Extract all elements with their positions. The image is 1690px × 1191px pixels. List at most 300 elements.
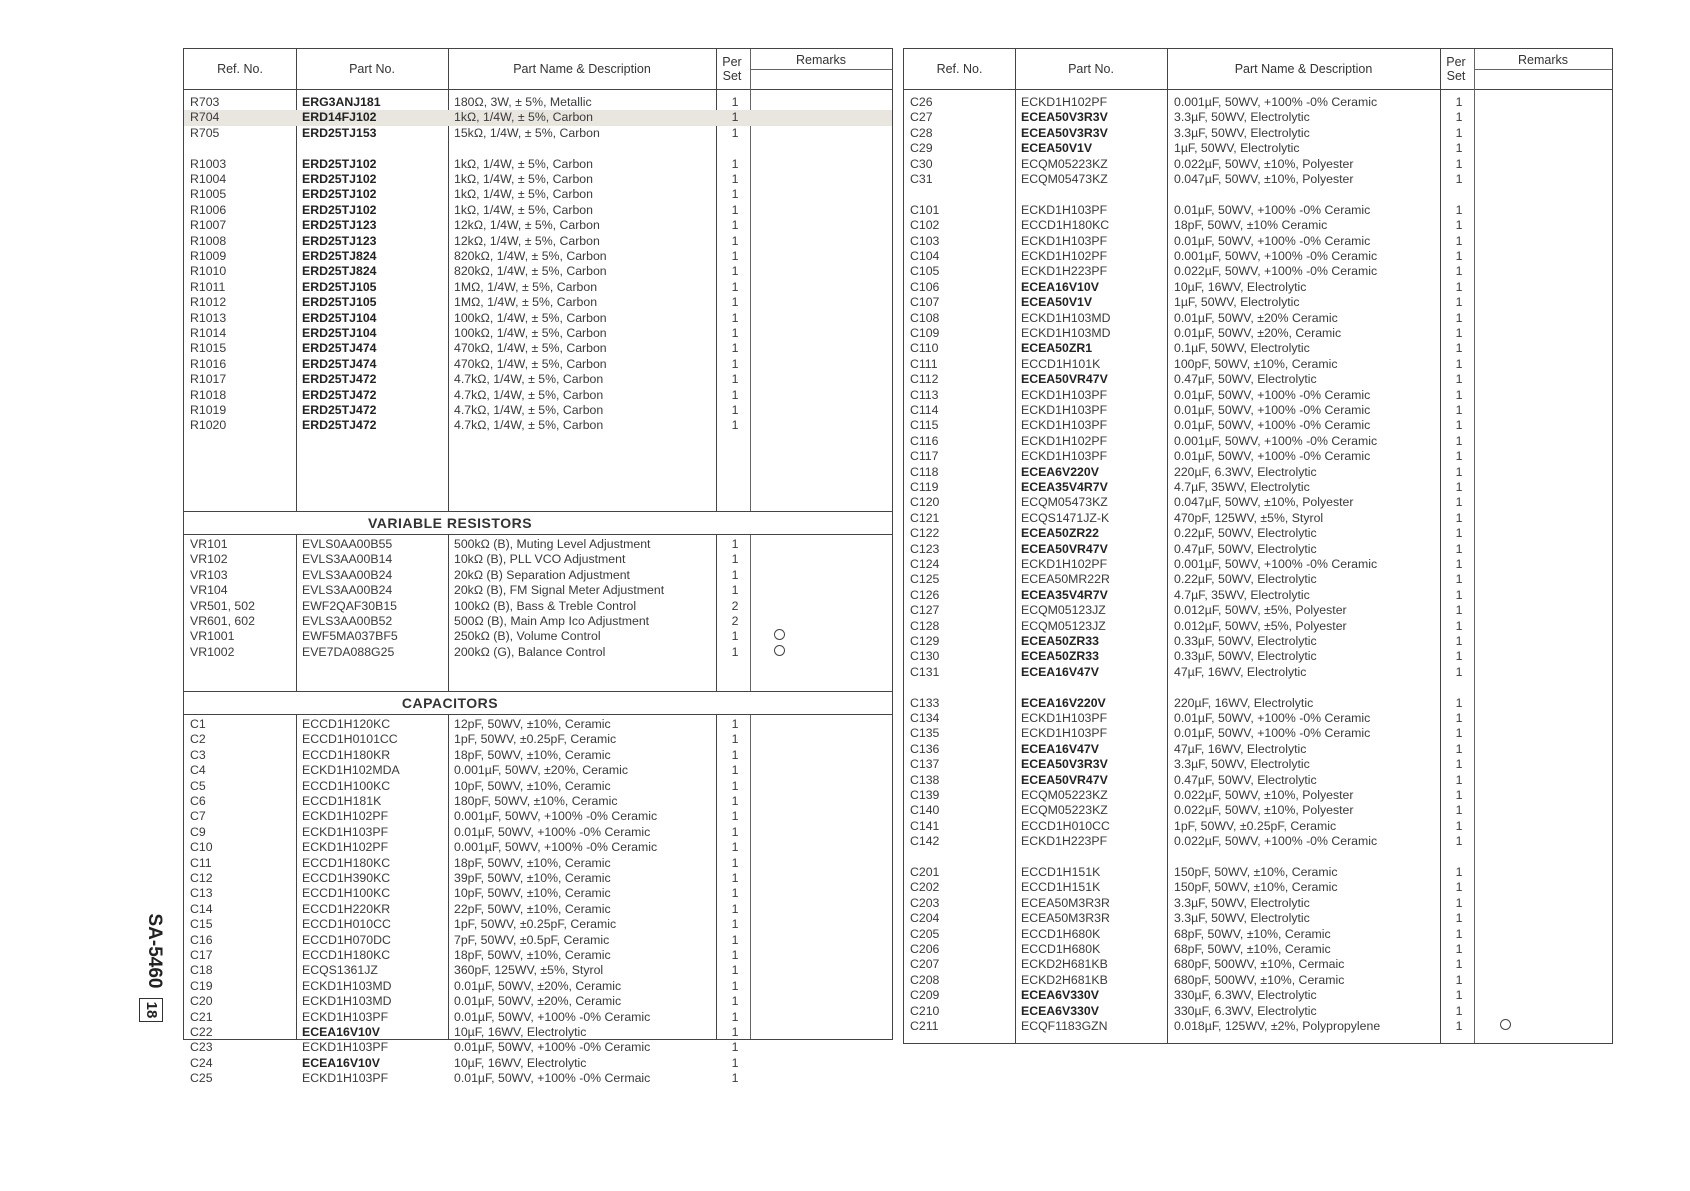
ref-no: C134 — [910, 711, 940, 725]
part-no: EWF5MA037BF5 — [302, 629, 398, 644]
per-set: 1 — [731, 187, 739, 202]
part-description: 0.022µF, 50WV, +100% -0% Ceramic — [1174, 834, 1378, 849]
table-row — [184, 341, 892, 357]
part-no: ECKD1H103PF — [1021, 387, 1108, 402]
table-row — [904, 264, 1612, 280]
part-description: 4.7kΩ, 1/4W, ± 5%, Carbon — [454, 372, 604, 387]
part-no: ERD25TJ153 — [302, 125, 377, 140]
table-row — [184, 629, 892, 645]
part-description: 0.012µF, 50WV, ±5%, Polyester — [1174, 618, 1347, 633]
per-set: 1 — [731, 717, 739, 731]
part-description: 0.01µF, 50WV, +100% -0% Ceramic — [1174, 202, 1371, 217]
part-no: ECKD1H103PF — [1021, 418, 1108, 433]
part-description: 0.01µF, 50WV, ±20%, Ceramic — [1174, 326, 1342, 340]
part-description: 100kΩ, 1/4W, ± 5%, Carbon — [454, 326, 607, 340]
ref-no: C205 — [910, 926, 940, 941]
part-no: ECEA6V220V — [1021, 464, 1099, 479]
part-no: ECEA50ZR33 — [1021, 649, 1099, 664]
ref-no: C203 — [910, 895, 940, 910]
part-description: 180pF, 50WV, ±10%, Ceramic — [454, 794, 618, 808]
per-set: 1 — [1455, 495, 1463, 510]
part-description: 47µF, 16WV, Electrolytic — [1174, 741, 1307, 756]
per-set: 1 — [731, 218, 739, 233]
part-description: 4.7µF, 35WV, Electrolytic — [1174, 587, 1310, 602]
part-description: 0.22µF, 50WV, Electrolytic — [1174, 526, 1317, 541]
ref-no: R1019 — [190, 403, 227, 417]
table-row — [184, 311, 892, 327]
table-row — [904, 141, 1612, 157]
ref-no: C113 — [910, 387, 939, 402]
table-row — [184, 110, 892, 126]
circle-icon — [774, 629, 785, 640]
header-desc: Part Name & Description — [513, 62, 651, 76]
table-row — [184, 979, 892, 995]
part-no: ECCD1H100KC — [302, 778, 391, 793]
per-set: 1 — [731, 948, 739, 962]
part-no: ECKD1H223PF — [1021, 834, 1108, 849]
part-description: 0.001µF, 50WV, +100% -0% Ceramic — [454, 809, 658, 824]
ref-no: C112 — [910, 372, 939, 387]
part-description: 0.018µF, 125WV, ±2%, Polypropylene — [1174, 1019, 1381, 1033]
part-description: 0.01µF, 50WV, +100% -0% Ceramic — [1174, 403, 1371, 417]
per-set: 1 — [1455, 618, 1463, 633]
ref-no: C111 — [910, 356, 938, 371]
per-set: 1 — [1455, 449, 1463, 464]
part-no: ECQS1361JZ — [302, 963, 378, 978]
ref-no: C204 — [910, 911, 940, 926]
ref-no: C110 — [910, 341, 939, 356]
part-description: 0.001µF, 50WV, +100% -0% Ceramic — [454, 840, 658, 855]
remark-circle-icon — [1500, 1019, 1511, 1035]
part-no: ECCD1H0101CC — [302, 732, 398, 747]
ref-no: R1003 — [190, 156, 227, 171]
part-no: ECCD1H101K — [1021, 356, 1101, 371]
part-no: ECEA50M3R3R — [1021, 895, 1110, 910]
part-no: ECEA6V330V — [1021, 988, 1099, 1003]
ref-no: C2 — [190, 732, 206, 747]
ref-no: R1006 — [190, 202, 227, 217]
per-set: 1 — [1455, 310, 1463, 325]
ref-no: C1 — [190, 717, 206, 731]
part-no: ECKD1H102PF — [1021, 433, 1108, 448]
ref-no: VR601, 602 — [190, 614, 255, 628]
ref-no: C12 — [190, 871, 213, 885]
part-no: ECCD1H180KC — [302, 855, 391, 870]
per-set: 1 — [1455, 110, 1463, 125]
table-row — [184, 372, 892, 388]
table-row — [184, 249, 892, 265]
table-row — [184, 599, 892, 615]
per-set: 1 — [731, 994, 739, 1009]
part-no: ECKD1H103PF — [302, 1009, 389, 1024]
per-set: 1 — [1455, 972, 1463, 987]
per-set: 1 — [1455, 741, 1463, 756]
part-description: 10pF, 50WV, ±10%, Ceramic — [454, 886, 611, 901]
table-row — [184, 994, 892, 1010]
part-description: 0.01µF, 50WV, ±20%, Ceramic — [454, 978, 622, 993]
ref-no: C23 — [190, 1040, 213, 1055]
part-no: ERD25TJ105 — [302, 295, 377, 310]
part-description: 7pF, 50WV, ±0.5pF, Ceramic — [454, 932, 610, 947]
table-row — [904, 280, 1612, 296]
ref-no: R1014 — [190, 326, 227, 340]
part-description: 39pF, 50WV, ±10%, Ceramic — [454, 871, 611, 885]
per-set: 1 — [1455, 895, 1463, 910]
per-set: 1 — [1455, 649, 1463, 664]
part-description: 3.3µF, 50WV, Electrolytic — [1174, 125, 1310, 140]
table-row — [184, 187, 892, 203]
part-description: 0.01µF, 50WV, +100% -0% Ceramic — [454, 1040, 651, 1055]
ref-no: C142 — [910, 834, 940, 849]
part-no: ECQM05473KZ — [1021, 495, 1108, 510]
remarks-rule — [750, 69, 892, 70]
part-no: ECCD1H390KC — [302, 871, 391, 885]
part-no: ECCD1H070DC — [302, 932, 391, 947]
part-no: ECQM05223KZ — [1021, 156, 1108, 171]
part-no: ECKD1H103PF — [1021, 711, 1108, 725]
part-description: 18pF, 50WV, ±10%, Ceramic — [454, 747, 611, 762]
ref-no: C19 — [190, 978, 213, 993]
per-set: 1 — [731, 95, 739, 109]
part-no: ECCD1H220KR — [302, 901, 391, 916]
part-description: 68pF, 50WV, ±10%, Ceramic — [1174, 926, 1331, 941]
part-description: 470kΩ, 1/4W, ± 5%, Carbon — [454, 341, 607, 356]
per-set: 1 — [1455, 510, 1463, 525]
part-no: ECKD1H102PF — [302, 840, 389, 855]
part-no: ECKD1H103MD — [1021, 310, 1111, 325]
per-set: 1 — [731, 629, 739, 644]
ref-no: R1009 — [190, 249, 227, 263]
ref-no: C25 — [190, 1071, 213, 1086]
part-description: 18pF, 50WV, ±10% Ceramic — [1174, 218, 1328, 233]
per-set: 1 — [1455, 634, 1463, 648]
per-set: 1 — [1455, 218, 1463, 233]
table-row — [904, 172, 1612, 188]
table-row — [904, 295, 1612, 311]
table-row — [184, 614, 892, 630]
per-set: 1 — [731, 855, 739, 870]
ref-no: C20 — [190, 994, 213, 1009]
part-no: ECCD1H180KC — [1021, 218, 1110, 233]
header-remarks: Remarks — [1517, 53, 1568, 67]
part-description: 1kΩ, 1/4W, ± 5%, Carbon — [454, 187, 593, 202]
part-description: 0.1µF, 50WV, Electrolytic — [1174, 341, 1310, 356]
ref-no: C123 — [910, 541, 940, 556]
part-no: ECKD1H102PF — [1021, 557, 1108, 571]
per-set: 1 — [731, 871, 739, 885]
header-part: Part No. — [1068, 62, 1114, 76]
ref-no: C211 — [910, 1019, 939, 1033]
ref-no: VR104 — [190, 583, 228, 598]
part-no: ERD25TJ102 — [302, 187, 377, 202]
part-description: 0.01µF, 50WV, +100% -0% Ceramic — [454, 1009, 651, 1024]
part-description: 0.01µF, 50WV, +100% -0% Ceramic — [454, 824, 651, 839]
part-description: 150pF, 50WV, ±10%, Ceramic — [1174, 865, 1338, 879]
part-no: ERD25TJ102 — [302, 156, 377, 171]
part-no: ECEA50ZR22 — [1021, 526, 1099, 541]
part-no: ECCD1H680K — [1021, 942, 1101, 956]
part-description: 820kΩ, 1/4W, ± 5%, Carbon — [454, 264, 607, 279]
per-set: 1 — [1455, 957, 1463, 972]
per-set: 1 — [1455, 295, 1463, 310]
ref-no: C118 — [910, 464, 939, 479]
per-set: 1 — [731, 403, 739, 417]
per-set: 1 — [731, 310, 739, 325]
per-set: 1 — [1455, 1003, 1463, 1018]
part-no: ECKD1H102MDA — [302, 763, 400, 778]
table-row — [904, 757, 1612, 773]
part-description: 220µF, 16WV, Electrolytic — [1174, 695, 1314, 710]
per-set: 1 — [731, 537, 739, 551]
per-set: 1 — [1455, 572, 1463, 587]
table-row — [904, 588, 1612, 604]
part-description: 150pF, 50WV, ±10%, Ceramic — [1174, 880, 1338, 895]
per-set: 1 — [731, 809, 739, 824]
part-description: 4.7kΩ, 1/4W, ± 5%, Carbon — [454, 387, 604, 402]
part-no: EVLS0AA00B55 — [302, 537, 393, 551]
part-description: 200kΩ (G), Balance Control — [454, 644, 606, 659]
ref-no: C105 — [910, 264, 940, 279]
ref-no: C136 — [910, 741, 940, 756]
table-row — [904, 341, 1612, 357]
part-no: ECKD1H103PF — [302, 1040, 389, 1055]
table-row — [904, 649, 1612, 665]
part-no: ERD25TJ824 — [302, 249, 377, 263]
part-no: ECKD1H102PF — [1021, 95, 1108, 109]
header-remarks: Remarks — [795, 53, 846, 67]
part-description: 500kΩ (B), Muting Level Adjustment — [454, 537, 651, 551]
ref-no: C120 — [910, 495, 940, 510]
ref-no: C114 — [910, 403, 939, 417]
per-set: 1 — [1455, 403, 1463, 417]
table-row — [904, 834, 1612, 850]
part-no: ECEA16V47V — [1021, 664, 1099, 679]
part-no: ECKD1H103MD — [302, 978, 392, 993]
ref-no: C202 — [910, 880, 940, 895]
part-description: 220µF, 6.3WV, Electrolytic — [1174, 464, 1317, 479]
table-row — [184, 418, 892, 434]
part-no: ECKD1H103PF — [302, 1071, 389, 1086]
ref-no: C121 — [910, 510, 940, 525]
per-set: 1 — [731, 917, 739, 932]
table-row — [184, 748, 892, 764]
part-no: ECCD1H151K — [1021, 865, 1101, 879]
circle-icon — [774, 645, 785, 656]
part-no: EVLS3AA00B24 — [302, 567, 393, 582]
table-row — [904, 495, 1612, 511]
part-description: 0.47µF, 50WV, Electrolytic — [1174, 372, 1317, 387]
part-description: 4.7kΩ, 1/4W, ± 5%, Carbon — [454, 418, 604, 433]
part-description: 10kΩ (B), PLL VCO Adjustment — [454, 552, 626, 567]
part-description: 0.047µF, 50WV, ±10%, Polyester — [1174, 172, 1354, 186]
table-row — [184, 403, 892, 419]
table-row — [904, 896, 1612, 912]
part-no: ECEA16V10V — [1021, 279, 1099, 294]
part-description: 0.01µF, 50WV, +100% -0% Ceramic — [1174, 726, 1371, 741]
part-description: 10µF, 16WV, Electrolytic — [454, 1025, 587, 1039]
table-row — [184, 357, 892, 373]
per-set: 1 — [1455, 464, 1463, 479]
per-set: 1 — [731, 202, 739, 217]
ref-no: C128 — [910, 618, 940, 633]
part-description: 20kΩ (B), FM Signal Meter Adjustment — [454, 583, 665, 598]
ref-no: C31 — [910, 172, 933, 186]
ref-no: R1004 — [190, 172, 227, 186]
part-no: ECCD1H181K — [302, 794, 382, 808]
part-no: ECEA50VR47V — [1021, 541, 1108, 556]
circle-icon — [1500, 1019, 1511, 1030]
part-no: ECKD1H103PF — [1021, 403, 1108, 417]
per-set: 1 — [1455, 557, 1463, 571]
table-row — [904, 927, 1612, 943]
remarks-rule — [1474, 69, 1612, 70]
ref-no: C103 — [910, 233, 940, 248]
part-no: ERD25TJ104 — [302, 310, 377, 325]
part-description: 0.47µF, 50WV, Electrolytic — [1174, 772, 1317, 787]
ref-no: C4 — [190, 763, 206, 778]
part-description: 180Ω, 3W, ± 5%, Metallic — [454, 95, 592, 109]
per-set: 1 — [731, 233, 739, 248]
per-set: 1 — [1455, 711, 1463, 725]
table-row — [904, 988, 1612, 1004]
table-row — [904, 388, 1612, 404]
ref-no: C206 — [910, 942, 940, 956]
per-set: 1 — [731, 1025, 739, 1039]
part-no: ERD25TJ472 — [302, 418, 377, 433]
per-set: 1 — [1455, 788, 1463, 802]
per-set: 1 — [1455, 942, 1463, 956]
per-set: 1 — [731, 279, 739, 294]
part-no: ECQM05223KZ — [1021, 788, 1108, 802]
part-description: 0.33µF, 50WV, Electrolytic — [1174, 634, 1317, 648]
part-description: 0.012µF, 50WV, ±5%, Polyester — [1174, 603, 1347, 618]
part-no: ERD25TJ123 — [302, 218, 377, 233]
table-row — [184, 840, 892, 856]
per-set: 1 — [1455, 156, 1463, 171]
part-no: ECEA35V4R7V — [1021, 587, 1108, 602]
part-no: ECCD1H010CC — [1021, 818, 1110, 833]
per-set: 1 — [731, 644, 739, 659]
part-description: 0.01µF, 50WV, +100% -0% Ceramic — [1174, 711, 1371, 725]
part-no: ECEA50M3R3R — [1021, 911, 1110, 926]
table-row — [904, 942, 1612, 958]
table-row — [904, 880, 1612, 896]
part-description: 360pF, 125WV, ±5%, Styrol — [454, 963, 604, 978]
per-set: 1 — [1455, 433, 1463, 448]
per-set: 1 — [731, 125, 739, 140]
per-set: 1 — [731, 732, 739, 747]
ref-no: VR101 — [190, 537, 228, 551]
per-set: 1 — [731, 326, 739, 340]
ref-no: C18 — [190, 963, 213, 978]
ref-no: R1008 — [190, 233, 227, 248]
per-set: 1 — [1455, 141, 1463, 156]
header-ref: Ref. No. — [217, 62, 263, 76]
per-set: 1 — [731, 583, 739, 598]
part-no: EVLS3AA00B52 — [302, 614, 393, 628]
table-row — [184, 537, 892, 553]
ref-no: R1018 — [190, 387, 227, 402]
ref-no: C209 — [910, 988, 940, 1003]
part-no: ERD25TJ474 — [302, 341, 377, 356]
table-row — [904, 957, 1612, 973]
per-set: 1 — [731, 356, 739, 371]
table-row — [904, 357, 1612, 373]
part-no: ECEA50V1V — [1021, 141, 1093, 156]
ref-no: VR1002 — [190, 644, 235, 659]
part-no: ERD25TJ824 — [302, 264, 377, 279]
per-set: 1 — [731, 778, 739, 793]
ref-no: C102 — [910, 218, 940, 233]
part-description: 0.01µF, 50WV, ±20% Ceramic — [1174, 310, 1338, 325]
ref-no: C119 — [910, 480, 939, 494]
ref-no: C116 — [910, 433, 939, 448]
per-set: 1 — [1455, 772, 1463, 787]
part-no: ECCD1H100KC — [302, 886, 391, 901]
table-row — [904, 865, 1612, 881]
ref-no: R1007 — [190, 218, 227, 233]
parts-table-right — [903, 48, 1613, 1044]
part-no: ECEA50MR22R — [1021, 572, 1110, 587]
part-no: ECEA16V10V — [302, 1055, 380, 1070]
ref-no: R1017 — [190, 372, 227, 387]
part-description: 0.001µF, 50WV, +100% -0% Ceramic — [1174, 95, 1378, 109]
per-set: 1 — [1455, 418, 1463, 433]
part-description: 0.022µF, 50WV, ±10%, Polyester — [1174, 803, 1354, 818]
part-description: 100pF, 50WV, ±10%, Ceramic — [1174, 356, 1338, 371]
table-row — [904, 634, 1612, 650]
table-row — [184, 794, 892, 810]
part-no: ECCD1H151K — [1021, 880, 1101, 895]
per-set: 1 — [1455, 125, 1463, 140]
ref-no: C125 — [910, 572, 940, 587]
section-title: CAPACITORS — [401, 695, 499, 711]
ref-no: C27 — [910, 110, 933, 125]
part-description: 68pF, 50WV, ±10%, Ceramic — [1174, 942, 1331, 956]
part-description: 0.022µF, 50WV, ±10%, Polyester — [1174, 156, 1354, 171]
part-description: 10µF, 16WV, Electrolytic — [454, 1055, 587, 1070]
per-set: 1 — [1455, 664, 1463, 679]
table-row — [904, 95, 1612, 111]
part-no: ERD25TJ102 — [302, 172, 377, 186]
part-no: ECKD1H103MD — [302, 994, 392, 1009]
part-no: EVLS3AA00B14 — [302, 552, 393, 567]
part-no: ECKD1H103PF — [1021, 233, 1108, 248]
ref-no: C3 — [190, 747, 206, 762]
table-row — [904, 665, 1612, 681]
table-row — [184, 933, 892, 949]
part-description: 12kΩ, 1/4W, ± 5%, Carbon — [454, 233, 600, 248]
part-no: ECKD1H103PF — [1021, 726, 1108, 741]
part-description: 1pF, 50WV, ±0.25pF, Ceramic — [454, 732, 617, 747]
per-set: 1 — [1455, 356, 1463, 371]
table-row — [184, 1040, 892, 1056]
part-description: 250kΩ (B), Volume Control — [454, 629, 601, 644]
table-row — [184, 295, 892, 311]
table-row — [184, 963, 892, 979]
ref-no: C138 — [910, 772, 940, 787]
ref-no: C16 — [190, 932, 213, 947]
part-description: 12kΩ, 1/4W, ± 5%, Carbon — [454, 218, 600, 233]
part-description: 1pF, 50WV, ±0.25pF, Ceramic — [454, 917, 617, 932]
part-no: ECCD1H680K — [1021, 926, 1101, 941]
ref-no: C127 — [910, 603, 940, 618]
part-no: ERD25TJ472 — [302, 403, 377, 417]
part-description: 10pF, 50WV, ±10%, Ceramic — [454, 778, 611, 793]
table-row — [184, 1010, 892, 1026]
per-set: 1 — [1455, 372, 1463, 387]
part-no: ECQM05223KZ — [1021, 803, 1108, 818]
